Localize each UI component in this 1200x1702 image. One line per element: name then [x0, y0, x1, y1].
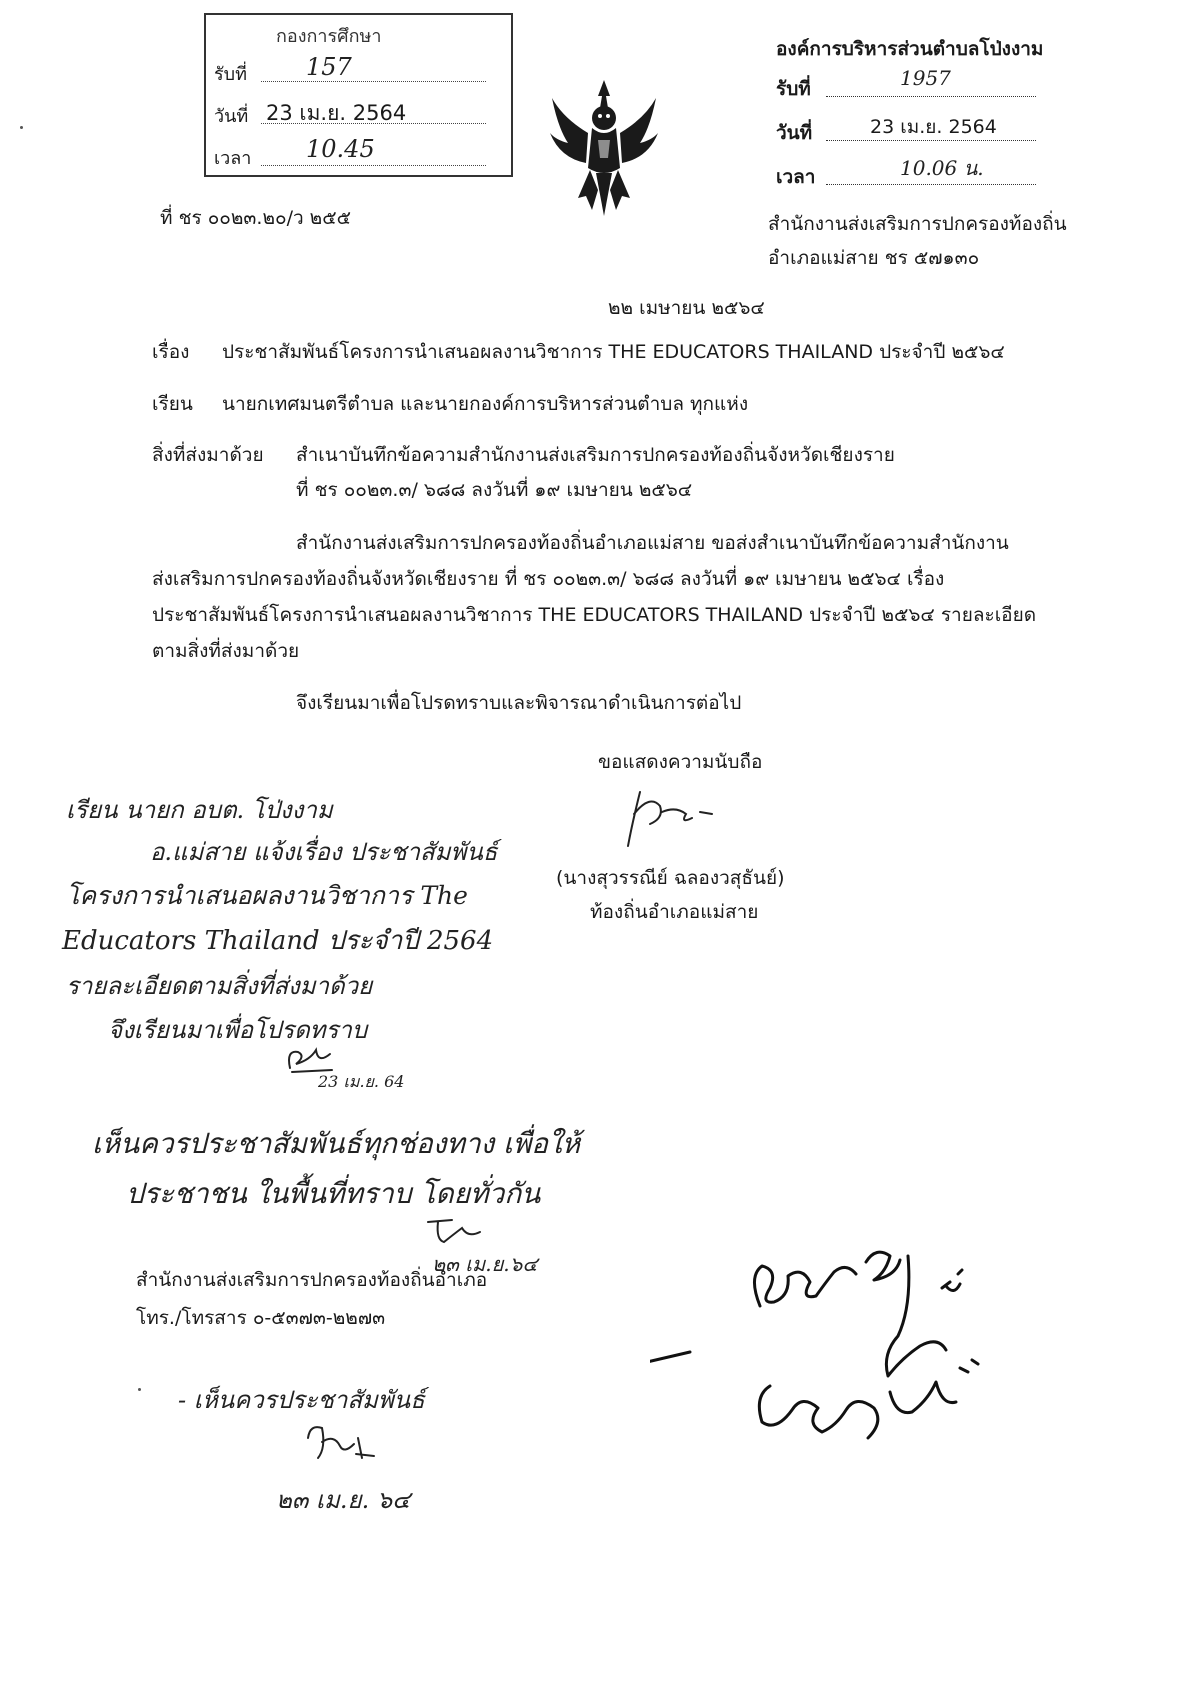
- handwritten-note-1-line-2: อ.แม่สาย แจ้งเรื่อง ประชาสัมพันธ์: [150, 838, 498, 866]
- handwritten-note-1-line-1: เรียน นายก อบต. โป่งงาม: [66, 796, 333, 824]
- stamp-date-value: 23 เม.ย. 2564: [266, 101, 407, 125]
- footer-office: สำนักงานส่งเสริมการปกครองท้องถิ่นอำเภอ: [136, 1269, 488, 1291]
- enclosure-label: สิ่งที่ส่งมาด้วย: [152, 444, 264, 466]
- handwritten-note-3-line-1: - เห็นควรประชาสัมพันธ์: [178, 1386, 425, 1414]
- handwritten-note-3-date: ๒๓ เม.ย. ๖๔: [276, 1486, 411, 1514]
- body-line-4: ตามสิ่งที่ส่งมาด้วย: [152, 640, 300, 662]
- scan-speck: [138, 1388, 141, 1391]
- salutation: ขอแสดงความนับถือ: [598, 751, 763, 773]
- handwritten-note-2-date: ๒๓ เม.ย.๖๔: [432, 1252, 538, 1276]
- stamp-receive-label: รับที่: [214, 64, 247, 85]
- stamp-receive-no: 157: [306, 53, 352, 81]
- stamp-org: กองการศึกษา: [276, 26, 382, 47]
- stamp-time-label: เวลา: [214, 148, 252, 169]
- receipt-stamp-right-date-label: วันที่: [776, 122, 813, 144]
- office-address: อำเภอแม่สาย ชร ๕๗๑๓๐: [768, 247, 980, 269]
- handwritten-note-1-line-6: จึงเรียนมาเพื่อโปรดทราบ: [108, 1016, 368, 1044]
- receipt-stamp-right-receive-no: 1957: [900, 66, 951, 90]
- signature-scribble: [620, 784, 730, 854]
- signatory-name: (นางสุวรรณีย์ ฉลองวสุธันย์): [556, 867, 785, 889]
- enclosure-line-2: ที่ ชร ๐๐๒๓.๓/ ๖๘๘ ลงวันที่ ๑๙ เมษายน ๒๕๖๔: [296, 479, 693, 501]
- receipt-stamp-right-time-label: เวลา: [776, 166, 816, 188]
- receipt-stamp-left: [204, 13, 513, 177]
- receipt-stamp-right-org: องค์การบริหารส่วนตำบลโป่งงาม: [776, 38, 1044, 60]
- subject-text: ประชาสัมพันธ์โครงการนำเสนอผลงานวิชาการ THE EDUCATORS THAILAND ประจำปี ๒๕๖๔: [222, 341, 1005, 363]
- subject-label: เรื่อง: [152, 341, 190, 363]
- handwritten-note-1-line-5: รายละเอียดตามสิ่งที่ส่งมาด้วย: [66, 972, 373, 1000]
- footer-phone: โทร./โทรสาร ๐-๕๓๗๓-๒๒๗๓: [136, 1307, 386, 1329]
- reference-number: ที่ ชร ๐๐๒๓.๒๐/ว ๒๕๕: [160, 207, 351, 229]
- stamp-date-label: วันที่: [214, 106, 249, 127]
- body-line-3: ประชาสัมพันธ์โครงการนำเสนอผลงานวิชาการ THE EDUCATORS THAILAND ประจำปี ๒๕๖๔ รายละเอียด: [152, 604, 1037, 626]
- handwritten-note-2-initials: [422, 1214, 492, 1248]
- enclosure-line-1: สำเนาบันทึกข้อความสำนักงานส่งเสริมการปกครองท้องถิ่นจังหวัดเชียงราย: [296, 444, 895, 466]
- office-name: สำนักงานส่งเสริมการปกครองท้องถิ่น: [768, 213, 1067, 235]
- scan-speck: [20, 126, 23, 129]
- handwritten-note-2-line-1: เห็นควรประชาสัมพันธ์ทุกช่องทาง เพื่อให้: [92, 1127, 581, 1160]
- handwritten-note-1-line-3: โครงการนำเสนอผลงานวิชาการ The: [66, 881, 468, 910]
- large-handwritten-signature: [650, 1226, 1050, 1526]
- receipt-stamp-right-receive-label: รับที่: [776, 78, 811, 100]
- garuda-emblem: [548, 78, 660, 218]
- handwritten-note-2-line-2: ประชาชน ในพื้นที่ทราบ โดยทั่วกัน: [126, 1177, 541, 1210]
- handwritten-note-1-date: 23 เม.ย. 64: [318, 1072, 405, 1091]
- stamp-time-value: 10.45: [306, 135, 375, 163]
- receipt-stamp-right-date-value: 23 เม.ย. 2564: [870, 116, 997, 138]
- body-line-2: ส่งเสริมการปกครองท้องถิ่นจังหวัดเชียงราย ที่ ชร ๐๐๒๓.๓/ ๖๘๘ ลงวันที่ ๑๙ เมษายน ๒๕๖๔ เรื่อง: [152, 568, 945, 590]
- receipt-stamp-right-time-value: 10.06 น.: [900, 156, 984, 180]
- handwritten-note-3-initials: [300, 1418, 380, 1464]
- document-date: ๒๒ เมษายน ๒๕๖๔: [608, 297, 765, 319]
- recipient-text: นายกเทศมนตรีตำบล และนายกองค์การบริหารส่วนตำบล ทุกแห่ง: [222, 393, 749, 415]
- handwritten-note-1-line-4: Educators Thailand ประจำปี 2564: [62, 926, 494, 956]
- body-line-1: สำนักงานส่งเสริมการปกครองท้องถิ่นอำเภอแม่สาย ขอส่งสำเนาบันทึกข้อความสำนักงาน: [296, 532, 1009, 554]
- signatory-position: ท้องถิ่นอำเภอแม่สาย: [590, 901, 759, 923]
- closing-request: จึงเรียนมาเพื่อโปรดทราบและพิจารณาดำเนินการต่อไป: [296, 692, 742, 714]
- recipient-label: เรียน: [152, 393, 193, 415]
